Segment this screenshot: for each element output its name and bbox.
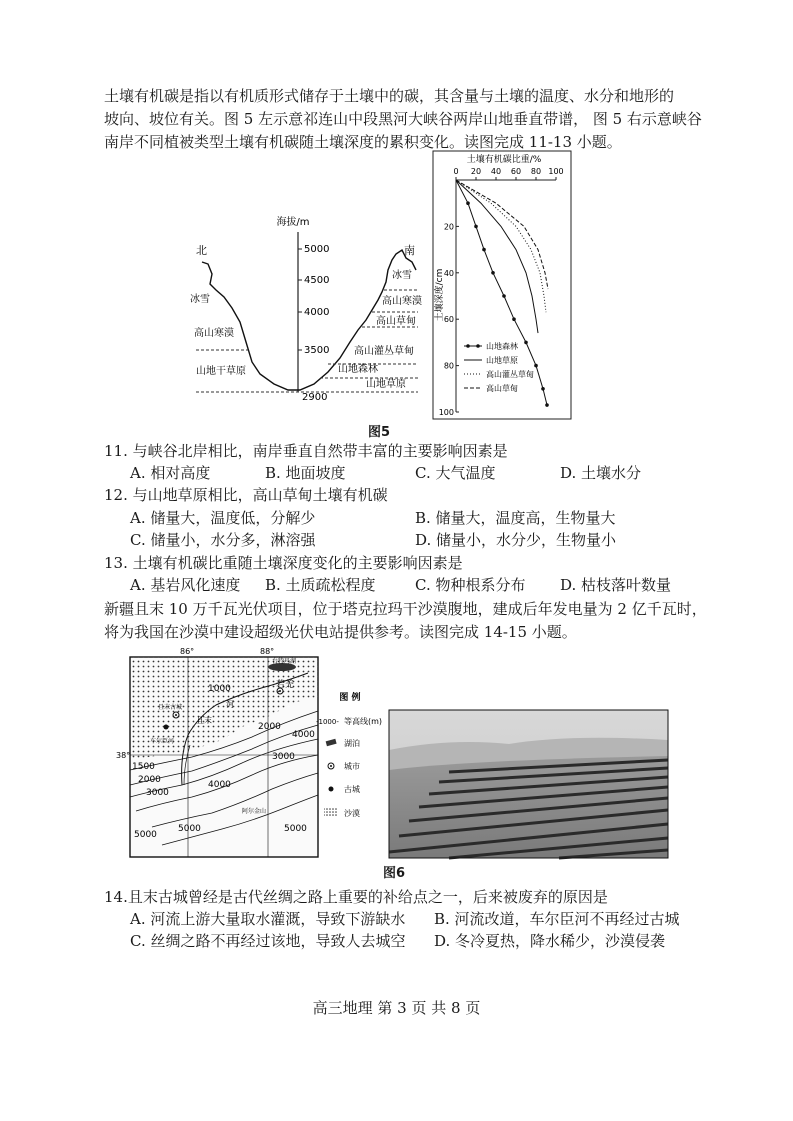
question-12-option-d: D. 储量小，水分少，生物量小 [415,531,617,549]
legend-label-0: 山地森林 [486,342,518,351]
intro2-line-1: 新疆且末 10 万千瓦光伏项目，位于塔克拉玛干沙漠腹地，建成后年发电量为 2 亿千瓦时， [104,600,707,618]
map-label-2000: 2000 [138,775,161,785]
y-tick-label: 80 [443,361,454,371]
question-11-option-b: B. 地面坡度 [265,464,346,482]
question-14-option-d: D. 冬冷夏热，降水稀少，沙漠侵袭 [434,932,666,950]
legend-ancient-symbol [329,787,334,792]
map-label-qiemo-ancient: 且末古城 [158,704,183,711]
y-tick-label: 20 [443,222,454,232]
question-13-option-b: B. 土质疏松程度 [265,576,376,594]
map-label-3000-b: 3000 [272,752,295,762]
map-label-cherchen: 车尔臣河 [150,738,175,745]
map-label-3000: 3000 [146,788,169,798]
legend-desert-label: 沙漠 [344,809,360,818]
question-14-option-b: B. 河流改道，车尔臣河不再经过古城 [434,910,680,928]
legend-dot [476,344,480,348]
profile-tick-5000: 5000 [304,244,330,255]
question-12-option-c: C. 储量小，水分多，淋溶强 [130,531,316,549]
profile-ticks [298,244,329,403]
question-13-option-a: A. 基岩风化速度 [130,576,241,594]
map-label-ruoqiang: 若羌 [276,680,295,690]
page-footer: 高三地理 第 3 页 共 8 页 [312,999,481,1017]
fig6-caption: 图6 [383,866,406,881]
map-label-4000: 4000 [208,780,231,790]
soc-chart-title: 土壤有机碳比重/% [466,155,542,165]
map-lon-88: 88° [260,647,275,656]
legend-label-2: 高山灌丛草甸 [486,370,534,379]
question-13-stem: 13. 土壤有机碳比重随土壤深度变化的主要影响因素是 [104,554,463,572]
series-point [474,225,478,229]
profile-left-desert: 高山寒漠 [194,328,234,339]
x-tick-label: 60 [510,167,522,176]
series-point [545,403,549,407]
question-11-option-a: A. 相对高度 [130,464,211,482]
intro-line-3: 南岸不同植被类型土壤有机碳随土壤深度的累积变化。读图完成 11-13 小题。 [104,133,622,151]
profile-axis-title: 海拔/m [276,217,310,228]
x-tick-label: 20 [470,167,482,176]
legend-city-label: 城市 [344,762,360,771]
intro-line-2: 坡向、坡位有关。图 5 左示意祁连山中段黑河大峡谷两岸山地垂直带谱， 图 5 右示意峡谷 [104,110,702,128]
fig5-profile-diagram [188,212,428,422]
series-point [491,271,495,275]
question-12-option-b: B. 储量大，温度高，生物量大 [415,509,616,527]
question-14-option-c: C. 丝绸之路不再经过该地，导致人去城空 [130,932,406,950]
fig6-map [116,645,322,860]
map-label-5000-a: 5000 [134,830,157,840]
series-point [524,341,528,345]
profile-south-label: 南 [404,244,415,257]
map-lon-86: 86° [180,647,195,656]
map-lat-38: 38° [116,751,131,760]
map-label-1500: 1500 [132,762,155,772]
question-13-option-c: C. 物种根系分布 [415,576,526,594]
map-label-taitema: 台特玛湖 [272,658,297,665]
map-label-altun: 阿尔金山 [242,808,267,815]
legend-lake-label: 湖泊 [344,739,360,748]
series-point [502,294,506,298]
legend-desert-symbol [324,808,338,816]
y-tick-label: 100 [438,408,454,417]
soc-ylabel: 土壤深度/cm [435,268,445,322]
profile-left-steppe: 山地干草原 [196,366,246,377]
map-label-river: 河 [226,700,234,709]
profile-north-label: 北 [196,244,207,257]
map-label-1000: 1000 [208,684,231,694]
profile-right-shrub: 高山灌丛草甸 [354,346,414,357]
question-12-option-a: A. 储量大，温度低，分解少 [130,509,316,527]
series-line-3 [456,180,548,289]
question-11-stem: 11. 与峡谷北岸相比，南岸垂直自然带丰富的主要影响因素是 [104,442,508,460]
x-tick-label: 100 [548,167,564,176]
legend-label-1: 山地草原 [486,356,518,365]
series-point [466,201,470,205]
map-label-qiemo: 且末 [196,716,212,725]
profile-right-ice: 冰雪 [392,270,412,281]
map-label-4000-b: 4000 [292,730,315,740]
series-point [512,317,516,321]
legend-lake-symbol [326,739,337,746]
profile-right-grassland: 山地草原 [366,379,406,390]
y-tick-label: 40 [443,268,454,278]
map-label-5000-c: 5000 [284,824,307,834]
profile-tick-4000: 4000 [304,307,330,318]
intro-line-1: 土壤有机碳是指以有机质形式储存于土壤中的碳，其含量与土壤的温度、水分和地形的 [104,87,675,105]
profile-right-forest: 山地森林 [338,364,378,375]
question-14-option-a: A. 河流上游大量取水灌溉，导致下游缺水 [130,910,406,928]
legend-label-3: 高山草甸 [486,384,518,393]
x-tick-label: 0 [453,167,459,176]
legend-ancient-label: 古城 [344,785,360,794]
intro2-line-2: 将为我国在沙漠中建设超级光伏电站提供参考。读图完成 14-15 小题。 [104,623,577,641]
legend-title: 图 例 [339,693,361,703]
legend-contour-label: 等高线(m) [344,717,383,726]
question-11-option-c: C. 大气温度 [415,464,496,482]
series-line-2 [456,180,546,312]
fig6-solar-photo [389,710,668,858]
profile-right-desert: 高山寒漠 [382,296,422,307]
x-tick-label: 80 [530,167,542,176]
series-point [534,364,538,368]
map-label-5000-b: 5000 [178,824,201,834]
question-12-stem: 12. 与山地草原相比，高山草甸土壤有机碳 [104,486,388,504]
profile-right-meadow: 高山草甸 [376,316,416,327]
profile-tick-2900: 2900 [302,392,328,403]
question-13-option-d: D. 枯枝落叶数量 [560,576,672,594]
profile-tick-4500: 4500 [304,275,330,286]
question-11-option-d: D. 土壤水分 [560,464,642,482]
series-point [541,387,545,391]
x-tick-label: 40 [490,167,502,176]
profile-left-ice: 冰雪 [190,294,210,305]
series-point [482,248,486,252]
y-tick-label: 60 [443,315,454,325]
map-label-2000-b: 2000 [258,722,281,732]
fig6-legend [314,688,386,828]
question-14-stem: 14.且末古城曾经是古代丝绸之路上重要的补给点之一，后来被废弃的原因是 [104,888,608,906]
profile-tick-3500: 3500 [304,345,330,356]
fig5-caption: 图5 [368,425,391,440]
legend-dot [466,344,470,348]
fig5-soc-chart [432,150,572,420]
legend-contour-sample: -1000- [316,718,339,726]
